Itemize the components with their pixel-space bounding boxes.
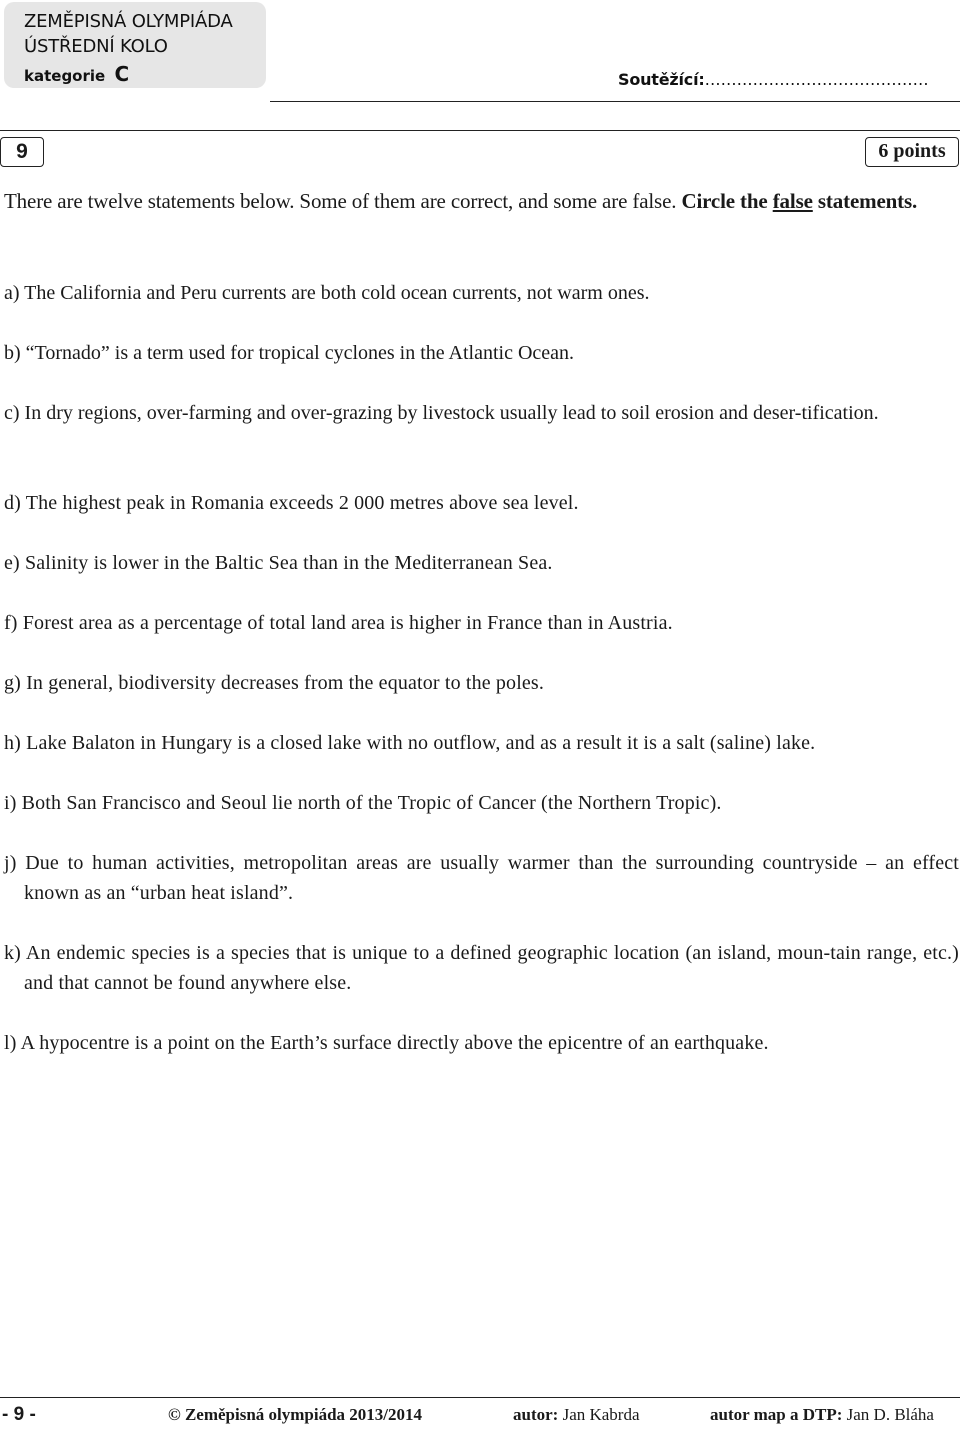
question-number: 9 (0, 137, 44, 167)
statement-c[interactable]: c) In dry regions, over-farming and over-grazing by livestock usually lead to soil erosion and deser-tification. (4, 402, 879, 424)
category-letter: C (114, 62, 130, 86)
instruction-text: There are twelve statements below. Some of them are correct, and some are false. (4, 189, 682, 213)
instruction-underlined: false (772, 189, 813, 213)
competitor-field (618, 70, 929, 89)
statement-f[interactable]: f) Forest area as a percentage of total land area is higher in France than in Austria. (4, 612, 673, 634)
category-label: kategorie (24, 67, 106, 85)
footer-divider (0, 1397, 960, 1398)
author-credit (513, 1405, 640, 1425)
instruction-bold: Circle the (681, 189, 773, 213)
competitor-blank: …………………………………… (704, 70, 929, 89)
category (24, 59, 266, 91)
statement-b[interactable]: b) “Tornado” is a term used for tropical cyclones in the Atlantic Ocean. (4, 342, 575, 364)
page-footer (0, 1404, 960, 1428)
statement-i[interactable]: i) Both San Francisco and Seoul lie north of the Tropic of Cancer (the Northern Tropic). (4, 792, 722, 814)
statement-l[interactable]: l) A hypocentre is a point on the Earth’s surface directly above the epicentre of an earthquake. (4, 1032, 769, 1054)
dtp-credit (710, 1405, 934, 1425)
statement-a[interactable]: a) The California and Peru currents are both cold ocean currents, not warm ones. (4, 282, 650, 304)
competition-title: ZEMĚPISNÁ OLYMPIÁDA (24, 11, 233, 32)
statement-g[interactable]: g) In general, biodiversity decreases from the equator to the poles. (4, 672, 545, 694)
question-divider (0, 130, 960, 131)
competition-header (4, 2, 266, 88)
round-title: ÚSTŘEDNÍ KOLO (24, 36, 168, 57)
copyright: © Zeměpisná olympiáda 2013/2014 (168, 1405, 423, 1424)
question-points: 6 points (865, 137, 959, 167)
page-number: - 9 - (2, 1404, 36, 1425)
header-divider (270, 101, 960, 102)
question-instructions (4, 186, 960, 217)
statement-e[interactable]: e) Salinity is lower in the Baltic Sea than in the Mediterranean Sea. (4, 552, 553, 574)
statement-h[interactable]: h) Lake Balaton in Hungary is a closed lake with no outflow, and as a result it is a salt (saline) lake. (4, 732, 816, 754)
statement-d[interactable]: d) The highest peak in Romania exceeds 2 000 metres above sea level. (4, 492, 579, 514)
dtp-label: autor map a DTP: (710, 1405, 843, 1424)
dtp-name: Jan D. Bláha (846, 1405, 934, 1424)
author-name: Jan Kabrda (562, 1405, 640, 1424)
instruction-bold-end: statements. (812, 189, 918, 213)
statement-j[interactable]: j) Due to human activities, metropolitan areas are usually warmer than the surrounding countryside – an effect known as an “urban heat island”. (4, 852, 959, 904)
competitor-label: Soutěžící: (618, 70, 705, 89)
statement-k[interactable]: k) An endemic species is a species that is unique to a defined geographic location (an island, moun-tain range, etc.) and that cannot be found anywhere else. (4, 942, 959, 994)
author-label: autor: (513, 1405, 559, 1424)
